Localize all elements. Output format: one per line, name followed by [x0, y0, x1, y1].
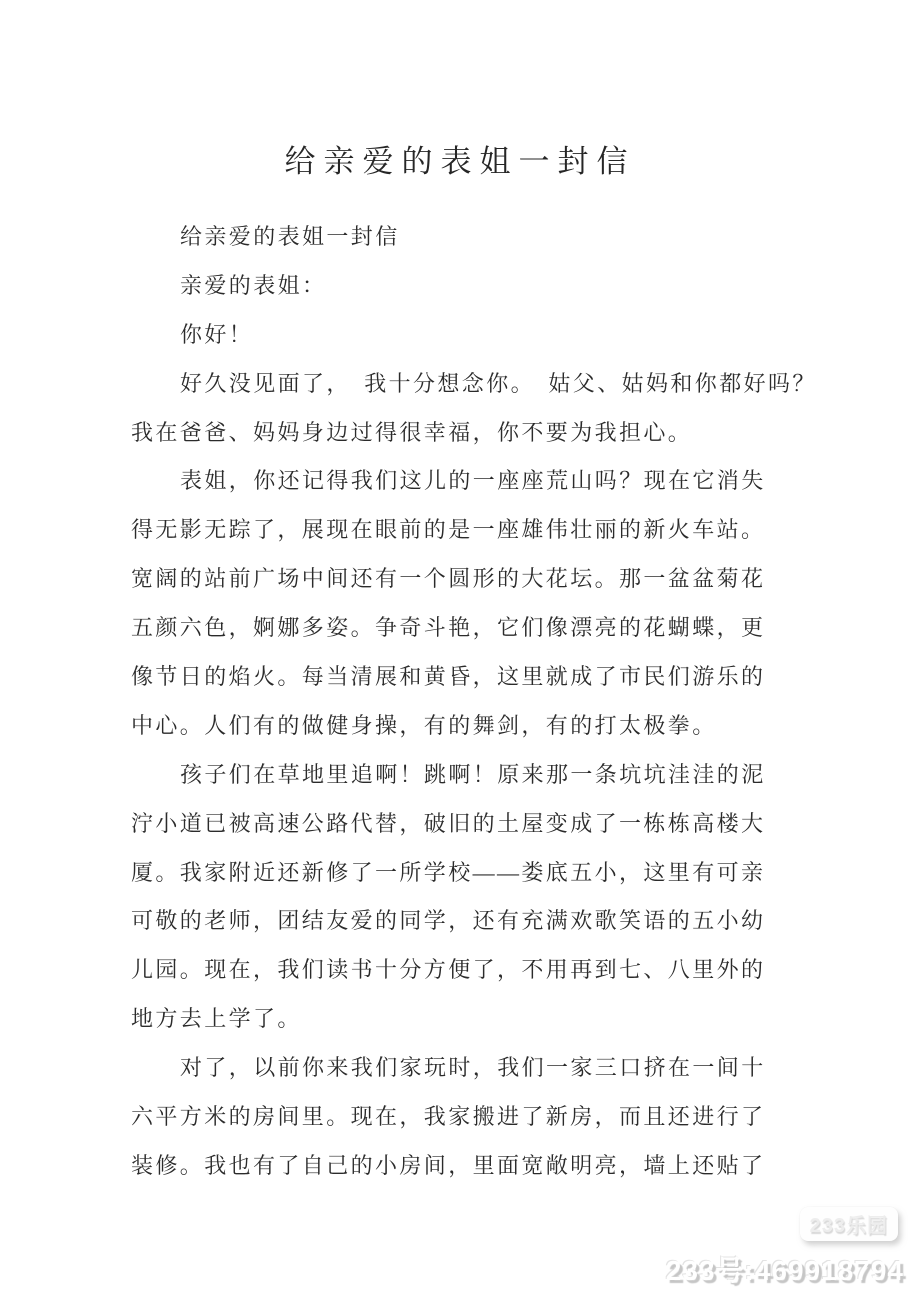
text-line: 地方去上学了。 — [131, 1006, 302, 1032]
text-line: 表姐，你还记得我们这儿的一座座荒山吗？现在它消失 — [180, 468, 766, 494]
text-line: 厦。我家附近还新修了一所学校——娄底五小，这里有可亲 — [131, 859, 766, 885]
text-line: 给亲爱的表姐一封信 — [180, 224, 400, 249]
text-line: 可敬的老师，团结友爱的同学，还有充满欢歌笑语的五小幼 — [131, 908, 766, 934]
text-line: 六平方米的房间里。现在，我家搬进了新房，而且还进行了 — [131, 1104, 766, 1130]
text-line: 好久没见面了， 我十分想念你。 姑父、姑妈和你都好吗？ — [180, 370, 817, 396]
text-line: 像节日的焰火。每当清展和黄昏，这里就成了市民们游乐的 — [131, 664, 766, 690]
text-line: 泞小道已被高速公路代替，破旧的土屋变成了一栋栋高楼大 — [131, 810, 766, 836]
text-line: 亲爱的表姐： — [180, 272, 327, 298]
text-line: 孩子们在草地里追啊！跳啊！原来那一条坑坑洼洼的泥 — [180, 761, 766, 787]
text-line: 得无影无踪了，展现在眼前的是一座雄伟壮丽的新火车站。 — [131, 517, 766, 543]
watermark-badge: 233乐园 — [800, 1207, 898, 1241]
page-title: 给亲爱的表姐一封信 — [284, 144, 636, 179]
text-line: 儿园。现在，我们读书十分方便了，不用再到七、八里外的 — [131, 957, 766, 983]
letter-body — [131, 213, 831, 1191]
text-line: 装修。我也有了自己的小房间，里面宽敞明亮，墙上还贴了 — [131, 1152, 766, 1178]
watermark-id: 233号:469918794 — [665, 1255, 904, 1286]
text-line: 对了，以前你来我们家玩时，我们一家三口挤在一间十 — [180, 1055, 766, 1081]
text-line: 我在爸爸、妈妈身边过得很幸福，你不要为我担心。 — [131, 419, 693, 445]
text-line: 五颜六色，婀娜多姿。争奇斗艳，它们像漂亮的花蝴蝶，更 — [131, 615, 766, 641]
text-line: 中心。人们有的做健身操，有的舞剑，有的打太极拳。 — [131, 712, 717, 738]
watermark — [666, 1207, 904, 1289]
text-line: 你好！ — [180, 321, 254, 347]
text-line: 宽阔的站前广场中间还有一个圆形的大花坛。那一盆盆菊花 — [131, 566, 766, 592]
